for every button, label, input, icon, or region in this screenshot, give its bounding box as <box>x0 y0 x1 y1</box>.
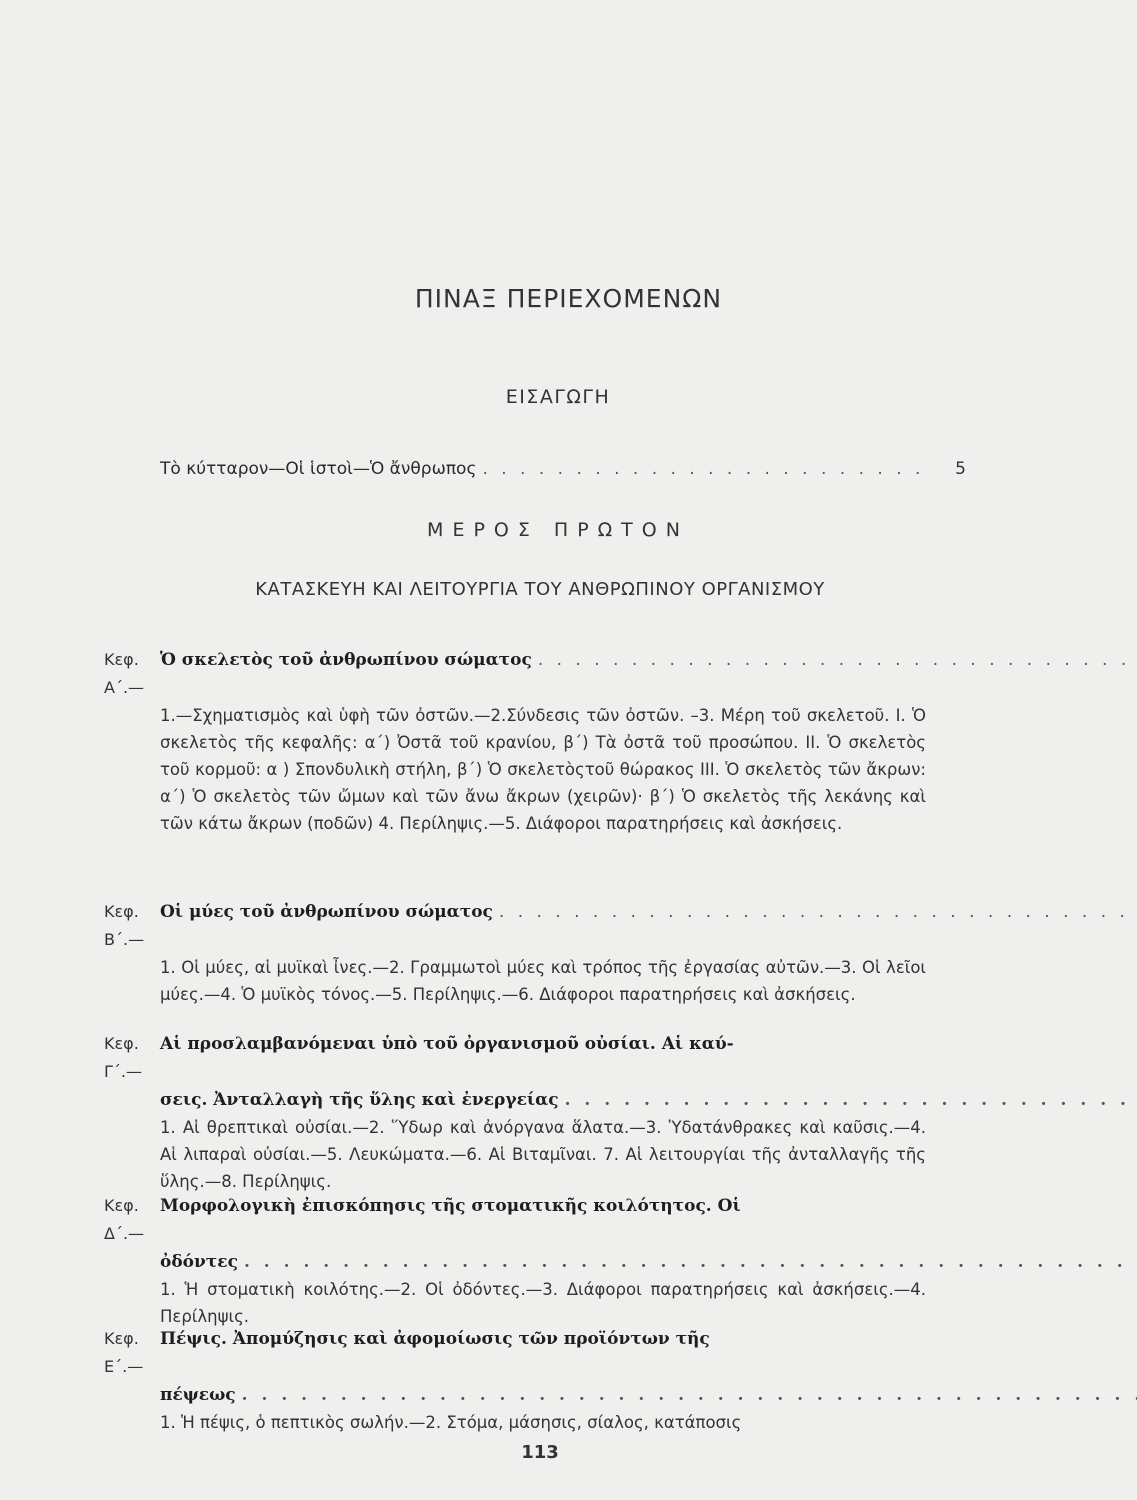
chapter-entry-d <box>104 1192 966 1330</box>
page-title: ΠΙΝΑΞ ΠΕΡΙΕΧΟΜΕΝΩΝ <box>414 284 723 313</box>
chapter-title: Πέψις. Ἀπομύζησις καὶ ἀφομοίωσις τῶν προϊόντων τῆς <box>160 1329 710 1349</box>
chapter-entry-g <box>104 1030 966 1195</box>
chapter-contents: 1. Ἡ πέψις, ὁ πεπτικὸς σωλήν.—2. Στόμα, μάσησις, σίαλος, κατάποσις <box>160 1413 742 1432</box>
chapter-title: Ὁ σκελετὸς τοῦ ἀνθρωπίνου σώματος <box>160 650 532 670</box>
dot-leader <box>242 1381 1137 1409</box>
chapter-title-continued: σεις. Ἀνταλλαγὴ τῆς ὕλης καὶ ἐνεργείας <box>160 1090 559 1110</box>
chapter-contents: 1. Ἡ στοματικὴ κοιλότης.—2. Οἱ ὀδόντες.—3. Διάφοροι παρατηρήσεις καὶ ἀσκήσεις.—4. Περίληψις. <box>160 1280 926 1326</box>
chapter-title: Μορφολογικὴ ἐπισκόπησις τῆς στοματικῆς κοιλότητος. Οἱ <box>160 1196 741 1216</box>
chapter-label: Κεφ. Β΄.— <box>104 902 145 949</box>
chapter-entry-e <box>104 1325 966 1436</box>
chapter-title: Αἱ προσλαμβανόμεναι ὑπὸ τοῦ ὀργανισμοῦ οὐσίαι. Αἱ καύ- <box>160 1034 734 1054</box>
dot-leader <box>499 898 1137 926</box>
chapter-label: Κεφ. Ε΄.— <box>104 1329 144 1376</box>
chapter-contents: 1. Αἱ θρεπτικαὶ οὐσίαι.—2. Ὕδωρ καὶ ἀνόργανα ἅλατα.—3. Ὑδατάνθρακες καὶ καῦσις.—4. Αἱ λιπαραὶ οὐσίαι.—5. Λευκώματα.—6. Αἱ Βιταμῖναι. 7. Αἱ λειτουργίαι τῆς ἀνταλλαγῆς τῆς ὕλης.—8. Περίληψις. <box>160 1118 926 1191</box>
intro-page-number: 5 <box>955 459 966 479</box>
dot-leader <box>244 1248 1137 1276</box>
part-subtitle: ΚΑΤΑΣΚΕΥΗ ΚΑΙ ΛΕΙΤΟΥΡΓΙΑ ΤΟΥ ΑΝΘΡΩΠΙΝΟΥ ΟΡΓΑΝΙΣΜΟΥ <box>255 579 825 600</box>
dot-leader <box>538 646 1137 674</box>
chapter-label: Κεφ. Γ΄.— <box>104 1034 142 1081</box>
intro-entry-text: Τὸ κύτταρον—Οἱ ἱστοὶ—Ὁ ἄνθρωπος <box>160 459 477 479</box>
intro-heading: ΕΙΣΑΓΩΓΗ <box>505 386 611 408</box>
chapter-title-continued: πέψεως <box>160 1385 236 1405</box>
dot-leader <box>482 456 932 482</box>
page-folio-number: 113 <box>521 1442 559 1463</box>
chapter-label: Κεφ. Δ΄.— <box>104 1196 145 1243</box>
chapter-contents: 1.—Σχηματισμὸς καὶ ὑφὴ τῶν ὀστῶν.—2.Σύνδεσις τῶν ὀστῶν. –3. Μέρη τοῦ σκελετοῦ. I. Ὁ σκελετὸς τῆς κεφαλῆς: α΄) Ὀστᾶ τοῦ κρανίου, β΄) Τὰ ὀστᾶ τοῦ προσώπου. II. Ὁ σκελετὸς τοῦ κορμοῦ: α ) Σπονδυλικὴ στήλη, β΄) Ὁ σκελετὸςτοῦ θώρακος III. Ὁ σκελετὸς τῶν ἄκρων: α΄) Ὁ σκελετὸς τῶν ὤμων καὶ τῶν ἄνω ἄκρων (χειρῶν)· β΄) Ὁ σκελετὸς τῆς λεκάνης καὶ τῶν κάτω ἄκρων (ποδῶν) 4. Περίληψις.—5. Διάφοροι παρατηρήσεις καὶ ἀσκήσεις. <box>160 706 926 833</box>
chapter-contents: 1. Οἱ μύες, αἱ μυϊκαὶ ἶνες.—2. Γραμμωτοὶ μύες καὶ τρόπος τῆς ἐργασίας αὐτῶν.—3. Οἱ λεῖοι μύες.—4. Ὁ μυϊκὸς τόνος.—5. Περίληψις.—6. Διάφοροι παρατηρήσεις καὶ ἀσκήσεις. <box>160 958 926 1004</box>
chapter-label: Κεφ. Α΄.— <box>104 650 145 697</box>
chapter-title: Οἱ μύες τοῦ ἀνθρωπίνου σώματος <box>160 902 493 922</box>
chapter-entry-a <box>104 646 966 837</box>
chapter-entry-b <box>104 898 966 1008</box>
intro-entry <box>160 456 966 482</box>
chapter-title-continued: ὀδόντες <box>160 1252 238 1272</box>
part-title: ΜΕΡΟΣ ΠΡΩΤΟΝ <box>427 519 689 541</box>
dot-leader <box>565 1086 1137 1114</box>
